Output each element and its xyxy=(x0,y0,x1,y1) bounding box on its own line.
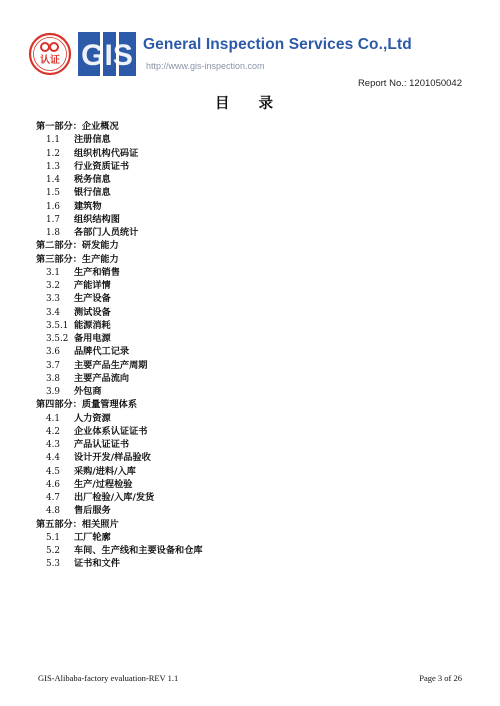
seal-text: 认证 xyxy=(40,55,60,66)
toc-entry xyxy=(36,133,476,146)
toc-entry-label: 人力资源 xyxy=(74,412,111,424)
toc-entry-label: 组织结构图 xyxy=(74,213,120,225)
table-of-contents xyxy=(36,120,476,571)
toc-entry xyxy=(36,292,476,305)
toc-entry xyxy=(36,306,476,319)
toc-entry xyxy=(36,359,476,372)
gis-logo-mark xyxy=(78,32,136,76)
toc-entry-label: 产能详情 xyxy=(74,280,111,291)
toc-entry-label: 各部门人员统计 xyxy=(74,227,139,238)
toc-entry-label: 品牌代工记录 xyxy=(74,346,130,358)
toc-entry xyxy=(36,531,476,544)
toc-entry xyxy=(36,557,476,570)
toc-entry xyxy=(36,478,476,491)
toc-entry xyxy=(36,160,476,173)
toc-entry-number: 5.3 xyxy=(46,559,60,570)
toc-entry xyxy=(36,226,476,239)
toc-entry-label: 企业体系认证证书 xyxy=(74,425,148,437)
toc-entry-label: 出厂检验/入库/发货 xyxy=(74,492,155,503)
letterhead xyxy=(28,30,488,80)
toc-entry-number: 1.2 xyxy=(46,148,60,159)
toc-entry-number: 3.1 xyxy=(46,267,60,278)
footer-page-number: Page 3 of 26 xyxy=(419,673,462,683)
toc-entry xyxy=(36,186,476,199)
toc-entry-label: 生产设备 xyxy=(74,293,111,305)
toc-entry-number: 1.1 xyxy=(46,135,60,146)
toc-entry-number: 5.1 xyxy=(46,532,60,543)
toc-entry xyxy=(36,147,476,160)
toc-entry xyxy=(36,465,476,478)
toc-entry-number: 4.6 xyxy=(46,479,60,490)
toc-section-heading: 第四部分：质量管理体系 xyxy=(36,399,138,411)
toc-entry xyxy=(36,200,476,213)
toc-entry-label: 主要产品生产周期 xyxy=(74,359,148,371)
toc-entry-number: 3.6 xyxy=(46,347,60,358)
toc-section-heading: 第二部分：研发能力 xyxy=(36,240,119,252)
toc-entry xyxy=(36,332,476,345)
footer-document-id: GIS-Alibaba-factory evaluation-REV 1.1 xyxy=(38,673,179,683)
toc-entry-number: 4.4 xyxy=(46,453,60,464)
certification-seal-icon xyxy=(28,32,72,76)
toc-entry xyxy=(36,266,476,279)
toc-entry xyxy=(36,412,476,425)
company-name: General Inspection Services Co.,Ltd xyxy=(143,36,412,53)
toc-section-heading: 第三部分：生产能力 xyxy=(36,253,119,265)
toc-entry-number: 3.7 xyxy=(46,360,60,371)
toc-entry xyxy=(36,544,476,557)
toc-entry-number: 1.6 xyxy=(46,201,60,212)
toc-entry xyxy=(36,438,476,451)
toc-entry-label: 银行信息 xyxy=(74,187,111,199)
toc-entry xyxy=(36,425,476,438)
toc-entry-label: 生产和销售 xyxy=(74,266,120,278)
toc-entry xyxy=(36,385,476,398)
toc-entry-label: 证书和文件 xyxy=(74,558,120,570)
toc-entry-number: 1.3 xyxy=(46,161,60,172)
toc-section-heading: 第五部分：相关照片 xyxy=(36,518,119,530)
toc-entry-label: 建筑物 xyxy=(74,200,102,212)
toc-entry xyxy=(36,504,476,517)
toc-entry-label: 主要产品流向 xyxy=(74,372,130,384)
toc-entry-number: 3.3 xyxy=(46,294,60,305)
toc-entry-label: 测试设备 xyxy=(74,306,111,318)
toc-entry-number: 3.5.1 xyxy=(46,320,69,331)
toc-entry-label: 注册信息 xyxy=(74,134,111,146)
toc-entry-number: 4.2 xyxy=(46,426,60,437)
toc-entry-label: 采购/进料/入库 xyxy=(74,465,136,477)
toc-entry-number: 1.7 xyxy=(46,214,60,225)
toc-entry xyxy=(36,491,476,504)
toc-entry-number: 3.9 xyxy=(46,387,60,397)
toc-entry-label: 外包商 xyxy=(74,386,102,397)
toc-entry xyxy=(36,173,476,186)
toc-entry-label: 税务信息 xyxy=(74,174,111,185)
toc-entry-label: 能源消耗 xyxy=(74,319,111,331)
toc-entry-label: 备用电源 xyxy=(74,333,111,344)
report-number: Report No.: 1201050042 xyxy=(357,78,462,89)
toc-entry xyxy=(36,451,476,464)
toc-entry-number: 1.4 xyxy=(46,175,60,185)
toc-entry-label: 设计开发/样品验收 xyxy=(74,452,151,464)
toc-entry-label: 工厂轮廓 xyxy=(74,531,111,543)
toc-entry xyxy=(36,279,476,292)
toc-entry-number: 1.8 xyxy=(46,228,60,238)
toc-entry xyxy=(36,213,476,226)
toc-entry-number: 4.8 xyxy=(46,506,60,517)
toc-entry-label: 生产/过程检验 xyxy=(74,478,133,490)
toc-entry-number: 3.5.2 xyxy=(46,334,69,344)
toc-entry-label: 售后服务 xyxy=(74,505,111,517)
toc-entry xyxy=(36,345,476,358)
toc-entry-number: 4.5 xyxy=(46,466,60,477)
toc-entry-number: 5.2 xyxy=(46,546,60,556)
toc-entry-number: 4.3 xyxy=(46,440,60,450)
toc-entry-number: 4.1 xyxy=(46,413,60,424)
toc-section-heading: 第一部分：企业概况 xyxy=(36,121,119,132)
toc-entry-label: 车间、生产线和主要设备和仓库 xyxy=(74,545,203,556)
toc-entry xyxy=(36,319,476,332)
toc-entry-number: 3.2 xyxy=(46,281,60,291)
toc-entry-number: 3.8 xyxy=(46,373,60,384)
toc-entry-label: 组织机构代码证 xyxy=(74,147,139,159)
toc-entry-label: 产品认证证书 xyxy=(74,439,130,450)
logo-text: GIS xyxy=(81,39,133,72)
toc-entry-number: 4.7 xyxy=(46,493,60,503)
toc-entry-label: 行业资质证书 xyxy=(74,160,130,172)
page-title: 目 录 xyxy=(214,96,286,112)
company-website: http://www.gis-inspection.com xyxy=(146,61,265,71)
toc-entry xyxy=(36,372,476,385)
toc-entry-number: 3.4 xyxy=(46,307,60,318)
toc-entry-number: 1.5 xyxy=(46,188,60,199)
